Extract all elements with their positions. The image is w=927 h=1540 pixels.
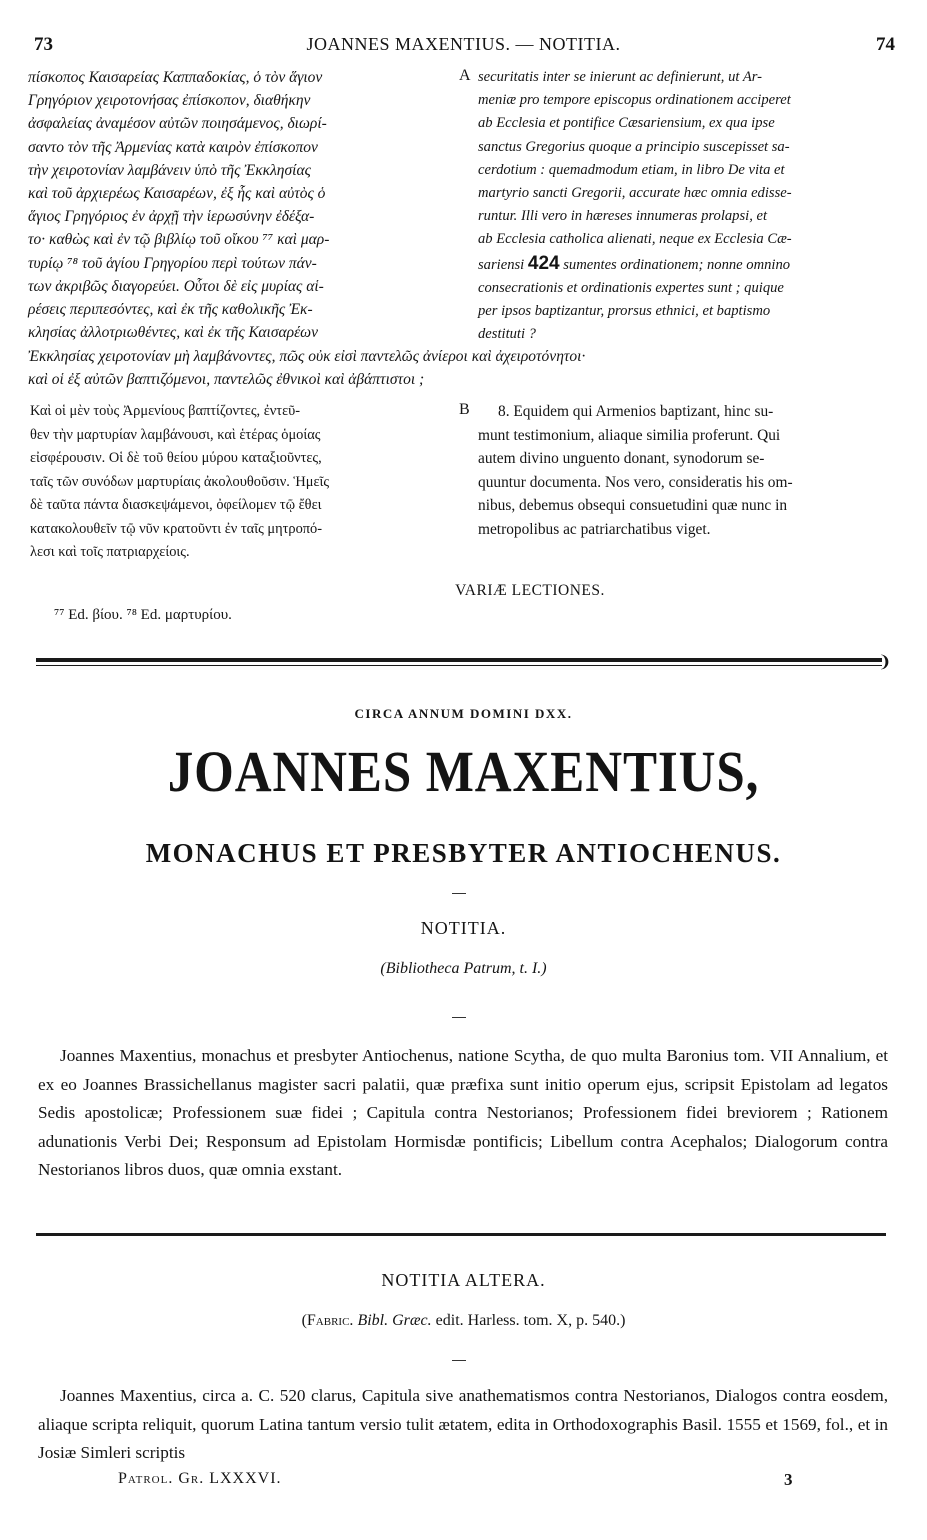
greek-line: κλησίας ἀλλοτριωθέντες, καὶ ἐκ τῆς Καισαρέων bbox=[28, 324, 319, 342]
divider-ornament: ❩ bbox=[878, 652, 892, 671]
notitia-altera-heading: NOTITIA ALTERA. bbox=[381, 1270, 546, 1290]
latin-line: consecrationis et ordinationis expertes sunt ; quique bbox=[478, 279, 784, 296]
page-number-left: 73 bbox=[34, 34, 53, 55]
notitia-altera-source bbox=[0, 1312, 927, 1330]
greek-column-section8 bbox=[30, 400, 456, 565]
greek-line: καὶ οἱ ἐξ αὐτῶν βαπτιζόμενοι, παντελῶς ἐθνικοὶ καὶ ἀβάπτιστοι ; bbox=[28, 371, 425, 389]
section-divider-thin bbox=[36, 665, 882, 666]
notitia-altera-paragraph: Joannes Maxentius, circa a. C. 520 clarus, Capitula sive anathematismos contra Nestorianos, Dialogos contra eosdem, aliaque scripta reliquit, quorum Latina tantum versio tulit ætatem, edita in Orthodoxographis Basil. 1555 et 1569, fol., et in Josiæ Simleri scriptis bbox=[38, 1386, 888, 1463]
notitia-source: (Bibliotheca Patrum, t. I.) bbox=[380, 960, 547, 977]
author-title: JOANNES MAXENTIUS, bbox=[167, 739, 760, 804]
greek-line: ρέσεις περιπεσόντες, καὶ ἐκ τῆς καθολικῆς Ἐκ- bbox=[28, 301, 313, 319]
column-marker-a: A bbox=[459, 67, 471, 84]
greek-line: Γρηγόριον χειροτονήσας ἐπίσκοπον, διαθήκην bbox=[28, 92, 311, 110]
latin-line: meniæ pro tempore episcopus ordinationem acciperet bbox=[478, 92, 791, 109]
small-dash bbox=[452, 893, 466, 894]
greek-span-lines bbox=[28, 345, 898, 391]
page-footer bbox=[0, 1470, 927, 1494]
greek-line: δὲ ταῦτα πάντα διασκεψάμενοι, ὀφείλομεν τῷ ἔθει bbox=[30, 497, 322, 513]
small-dash bbox=[452, 1017, 466, 1018]
greek-column-top bbox=[28, 66, 456, 344]
latin-line: per ipsos baptizantur, prorsus ethnici, et baptismo bbox=[478, 303, 771, 320]
latin-line: ab Ecclesia et pontifice Cæsariensium, ex qua ipse bbox=[478, 115, 775, 132]
section-divider bbox=[36, 658, 882, 662]
greek-line: των ἀκριβῶς διαγορεύει. Οὗτοι δὲ εἰς μυρίας αἱ- bbox=[28, 277, 324, 295]
source-work: Bibl. Græc. bbox=[357, 1312, 432, 1329]
latin-text: sariensi bbox=[478, 256, 525, 273]
greek-line: σαντο τὸν τῆς Ἀρμενίας κατὰ καιρὸν ἐπίσκοπον bbox=[28, 138, 318, 156]
latin-line: cerdotium : quemadmodum etiam, in libro De vita et bbox=[478, 161, 785, 178]
greek-line: ταῖς τῶν συνόδων μαρτυρίαις ἀκολουθοῦσιν. Ἡμεῖς bbox=[30, 473, 330, 490]
running-header bbox=[30, 34, 897, 58]
greek-line: τυρίῳ ⁷⁸ τοῦ ἁγίου Γρηγορίου περὶ τούτων πάν- bbox=[28, 254, 317, 272]
notitia-heading: NOTITIA. bbox=[420, 918, 507, 938]
latin-line: securitatis inter se inierunt ac definierunt, ut Ar- bbox=[478, 69, 762, 85]
greek-line: τὴν χειροτονίαν λαμβάνειν ὑπὸ τῆς Ἐκκλησίας bbox=[28, 161, 311, 179]
greek-line: πίσκοπος Καισαρείας Καππαδοκίας, ὁ τὸν ἅγιον bbox=[28, 69, 323, 86]
latin-line: sanctus Gregorius quoque a principio suscepisset sa- bbox=[478, 138, 790, 155]
signature-mark: 3 bbox=[784, 1470, 793, 1489]
variae-lectiones-heading: VARIÆ LECTIONES. bbox=[455, 582, 605, 599]
notitia-paragraph: Joannes Maxentius, monachus et presbyter Antiochenus, natione Scytha, de quo multa Baronius tom. VII Annalium, et ex eo Joannes Brassichellanus magister sacri palatii, quæ præfixa sunt initio operum ejus, scripsit Epistolam ad legatos Sedis apostolicæ; Professionem suæ fidei ; Capitula contra Nestorianos; Professionem fidei breviorem ; Rationem adunationis Verbi Dei; Responsum ad Epistolam Hormisdæ pontificis; Libellum contra Acephalos; Dialogorum contra Nestorianos libros duos, quæ omnia exstant. bbox=[38, 1046, 888, 1180]
section-divider bbox=[36, 1233, 886, 1236]
latin-line: runtur. Illi vero in hæreses innumeras prolapsi, et bbox=[478, 208, 768, 225]
greek-line: Καὶ οἱ μὲν τοὺς Ἀρμενίους βαπτίζοντες, ἐντεῦ- bbox=[30, 403, 301, 419]
latin-line: munt testimonium, aliaque similia proferunt. Qui bbox=[478, 426, 781, 444]
latin-line: quuntur documenta. Nos vero, consideratis his om- bbox=[478, 473, 793, 491]
latin-text: sumentes ordinationem; nonne omnino bbox=[563, 256, 791, 273]
latin-line: 8. Equidem qui Armenios baptizant, hinc su- bbox=[498, 403, 774, 420]
latin-line: martyrio sancti Gregorii, accurate hæc omnia edisse- bbox=[478, 185, 792, 202]
patrologia-reference: Patrol. Gr. LXXXVI. bbox=[118, 1470, 282, 1487]
greek-line: λεσι καὶ τοῖς πατριαρχείοις. bbox=[30, 544, 190, 560]
greek-line: καὶ τοῦ ἀρχιερέως Καισαρέων, ἐξ ἧς καὶ αὐτὸς ὁ bbox=[28, 185, 326, 203]
greek-line: εἰσφέρουσιν. Οἱ δὲ τοῦ θείου μύρου καταξιοῦντες, bbox=[30, 450, 322, 466]
greek-line: το· καθὼς καὶ ἐν τῷ βιβλίῳ τοῦ οἴκου ⁷⁷ καὶ μαρ- bbox=[28, 231, 330, 249]
latin-column-top bbox=[478, 66, 900, 346]
author-subtitle: MONACHUS ET PRESBYTER ANTIOCHENUS. bbox=[145, 838, 782, 868]
latin-column-section8 bbox=[478, 400, 900, 541]
latin-line: metropolibus ac patriarchatibus viget. bbox=[478, 520, 711, 538]
variae-lectiones-notes: ⁷⁷ Ed. βίου. ⁷⁸ Ed. μαρτυρίου. bbox=[54, 607, 232, 623]
source-paren: ( bbox=[301, 1312, 307, 1329]
greek-line: κατακολουθεῖν τῷ νῦν κρατοῦντι ἐν ταῖς μητροπό- bbox=[30, 520, 323, 537]
running-title: JOANNES MAXENTIUS. — NOTITIA. bbox=[306, 34, 621, 54]
source-details: edit. Harless. tom. X, p. 540.) bbox=[435, 1312, 626, 1329]
greek-line: ἅγιος Γρηγόριος ἐν ἀρχῇ τὴν ἱερωσύνην ἐδέξα- bbox=[28, 208, 315, 226]
greek-line: Ἐκκλησίας χειροτονίαν μὴ λαμβάνοντες, πῶς οὐκ εἰσὶ παντελῶς ἀνίεροι καὶ ἀχειροτόνητοι· bbox=[28, 348, 586, 365]
column-number: 424 bbox=[527, 252, 560, 274]
latin-line: destituti ? bbox=[478, 326, 536, 343]
greek-line: θεν τὴν μαρτυρίαν λαμβάνουσι, καὶ ἑτέρας ὁμοίας bbox=[30, 426, 321, 443]
source-author: Fabric. bbox=[306, 1312, 354, 1329]
greek-line: ἀσφαλείας ἀναμέσον αὐτῶν ποιησάμενος, διωρί- bbox=[28, 115, 327, 133]
latin-line bbox=[478, 252, 900, 277]
column-marker-b: B bbox=[459, 401, 470, 418]
latin-line: nibus, debemus obsequi consuetudini quæ nunc in bbox=[478, 497, 788, 514]
small-dash bbox=[452, 1360, 466, 1361]
latin-line: ab Ecclesia catholica alienati, neque ex Ecclesia Cæ- bbox=[478, 231, 792, 248]
latin-line: autem divino unguento donant, synodorum se- bbox=[478, 450, 765, 467]
date-line: CIRCA ANNUM DOMINI DXX. bbox=[354, 706, 573, 721]
page-number-right: 74 bbox=[876, 34, 895, 55]
